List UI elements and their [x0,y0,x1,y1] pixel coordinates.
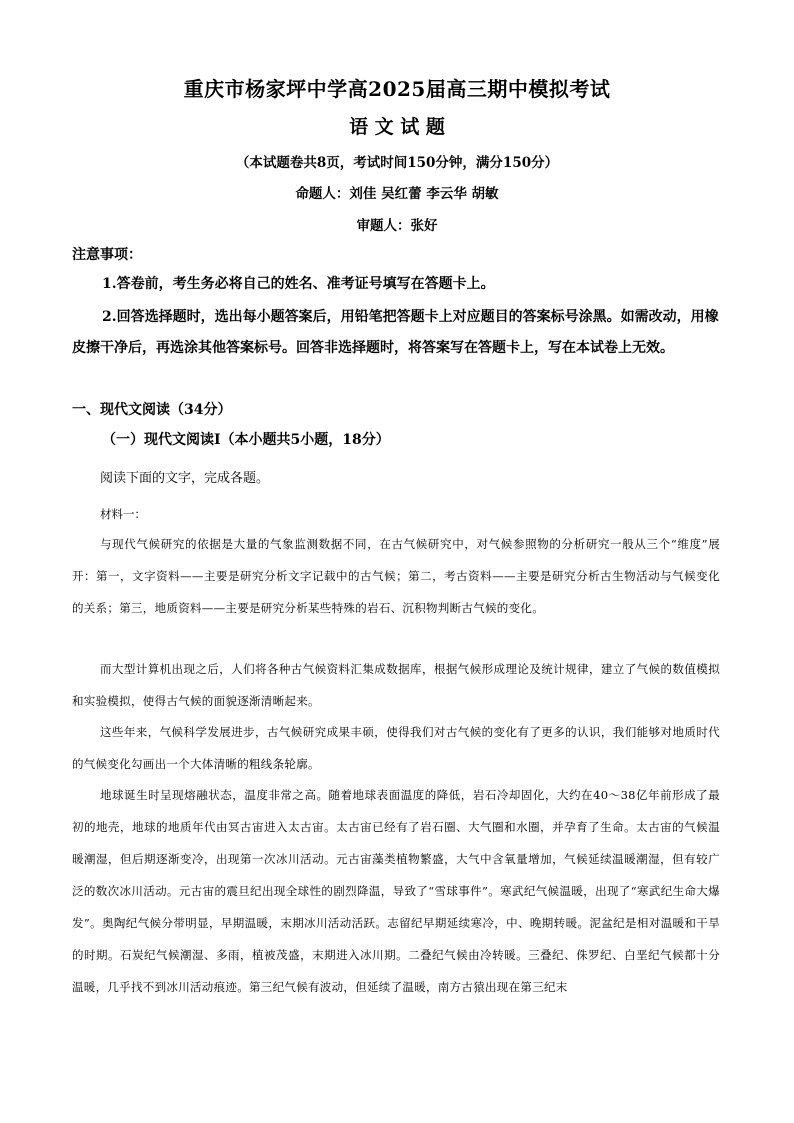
material-label: 材料一： [100,507,146,521]
exam-info: （本试题卷共8页，考试时间150分钟，满分150分） [235,155,559,171]
section-heading: 一、现代文阅读（34分） [72,402,232,418]
exam-authors: 命题人：刘佳 吴红蕾 李云华 胡敏 [295,186,499,202]
subsection-heading: （一）现代文阅读Ⅰ（本小题共5小题，18分） [102,432,390,448]
notice-item-1: 1.答卷前，考生务必将自己的姓名、准考证号填写在答题卡上。 [102,276,495,292]
exam-reviewer: 审题人：张好 [356,218,438,234]
subject-title: 语 文 试 题 [349,116,445,138]
notice-heading: 注意事项： [72,247,142,263]
material-paragraph: 而大型计算机出现之后，人们将各种古气候资料汇集成数据库，根据气候形成理论及统计规律，建立了气候的数值模拟和实验模拟，使得古气候的面貌逐渐清晰起来。 [72,662,720,708]
material-paragraph: 与现代气候研究的依据是大量的气象监测数据不同，在古气候研究中，对气候参照物的分析研究一般从三个“维度”展开：第一，文字资料——主要是研究分析文字记载中的古气候；第二，考古资料——主要是研究分析古生物活动与气候变化的关系；第三，地质资料——主要是研究分析某些特殊的岩石、沉积物判断古气候的变化。 [72,537,720,615]
exam-title: 重庆市杨家坪中学高2025届高三期中模拟考试 [183,77,611,101]
material-paragraph: 这些年来，气候科学发展进步，古气候研究成果丰硕，使得我们对古气候的变化有了更多的认识，我们能够对地质时代的气候变化勾画出一个大体清晰的粗线条轮廓。 [72,725,720,771]
reading-intro: 阅读下面的文字，完成各题。 [100,471,270,486]
material-paragraph: 地球诞生时呈现熔融状态，温度非常之高。随着地球表面温度的降低，岩石冷却固化，大约在40～38亿年前形成了最初的地壳，地球的地质年代由冥古宙进入太古宙。太古宙已经有了岩石圈、大气圈和水圈，并孕育了生命。太古宙的气候温暖潮湿，但后期逐渐变冷，出现第一次冰川活动。元古宙藻类植物繁盛，大气中含氧量增加，气候延续温暖潮湿，但有较广泛的数次冰川活动。元古宙的震旦纪出现全球性的剧烈降温，导致了“雪球事件”。寒武纪气候温暖，出现了“寒武纪生命大爆发”。奥陶纪气候分带明显，早期温暖，末期冰川活动活跃。志留纪早期延续寒冷，中、晚期转暖。泥盆纪是相对温暖和干旱的时期。石炭纪气候潮湿、多雨，植被茂盛，末期进入冰川期。二叠纪气候由冷转暖。三叠纪、侏罗纪、白垩纪气候都十分温暖，几乎找不到冰川活动痕迹。第三纪气候有波动，但延续了温暖，南方古猿出现在第三纪末 [72,788,720,994]
notice-item-2: 2.回答选择题时，选出每小题答案后，用铅笔把答题卡上对应题目的答案标号涂黑。如需改动，用橡皮擦干净后，再选涂其他答案标号。回答非选择题时，将答案写在答题卡上，写在本试卷上无效。 [72,309,719,356]
